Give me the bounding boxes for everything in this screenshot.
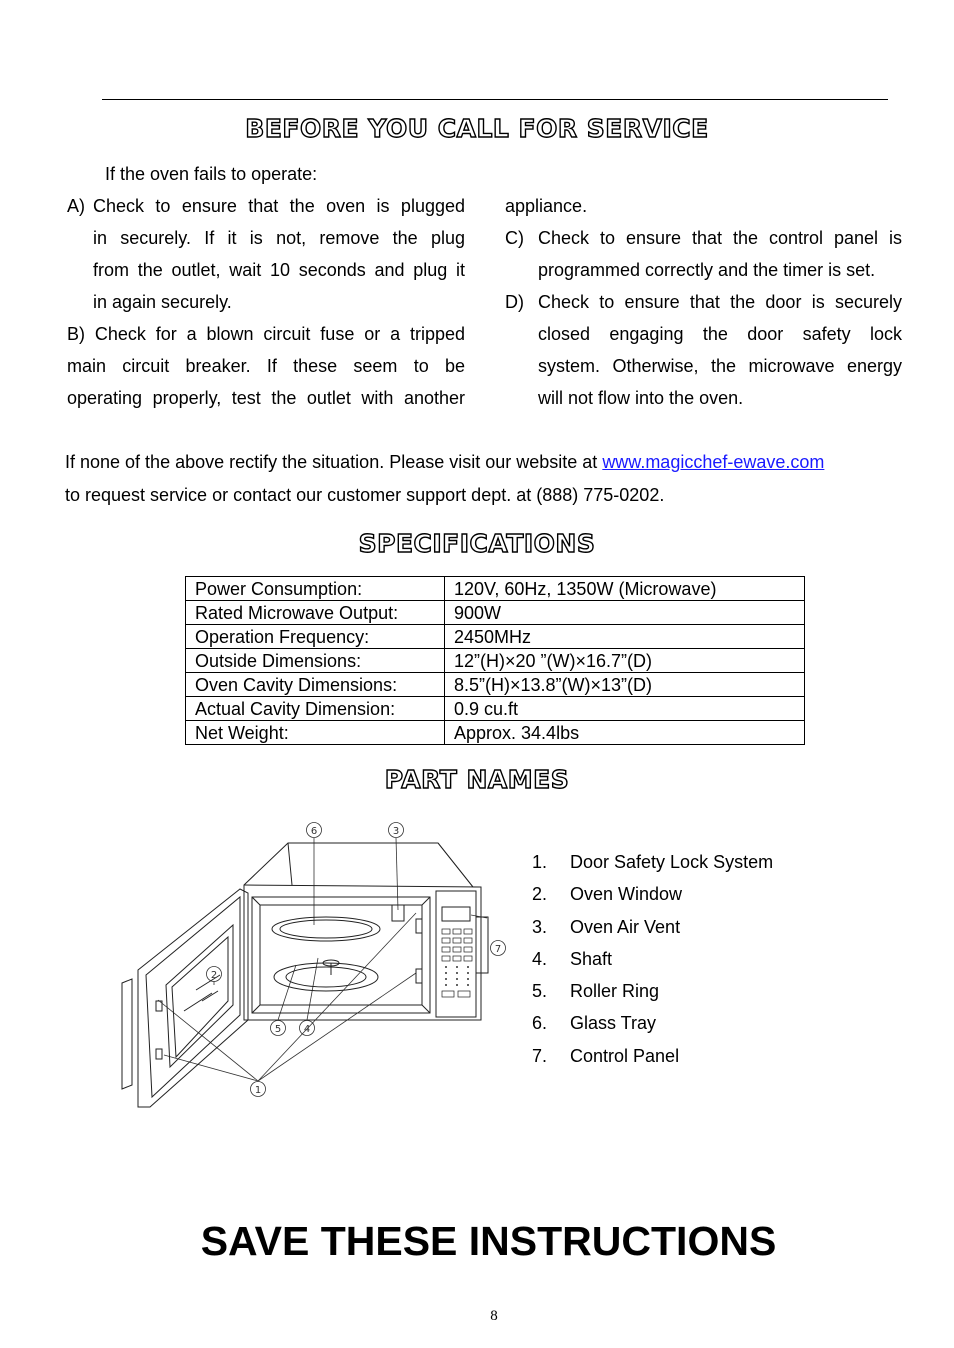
save-instructions-heading: SAVE THESE INSTRUCTIONS xyxy=(200,1218,777,1264)
item-d-line: will not flow into the oven. xyxy=(538,388,744,408)
part-name: Oven Air Vent xyxy=(570,916,681,937)
part-name: Roller Ring xyxy=(570,981,660,1002)
list-item xyxy=(532,943,773,975)
spec-label: Actual Cavity Dimension: xyxy=(186,697,445,721)
spec-row xyxy=(186,625,805,649)
spec-value: Approx. 34.4lbs xyxy=(445,721,805,745)
spec-row xyxy=(186,649,805,673)
item-d-label: D) xyxy=(505,292,524,312)
item-a-line: in again securely. xyxy=(93,292,232,312)
item-a-line: Check to ensure that the oven is plugged xyxy=(93,196,465,216)
oven-door xyxy=(122,889,248,1107)
list-item xyxy=(532,1007,773,1039)
list-item xyxy=(532,1040,773,1072)
oven-cabinet xyxy=(244,843,481,1020)
part-number: 1. xyxy=(532,852,548,872)
spec-value: 0.9 cu.ft xyxy=(445,697,805,721)
spec-value: 2450MHz xyxy=(445,625,805,649)
part-number: 4. xyxy=(532,948,548,969)
item-d-line: closed engaging the door safety lock xyxy=(538,324,902,344)
item-a-line: from the outlet, wait 10 seconds and plug it xyxy=(93,260,465,280)
part-name: Glass Tray xyxy=(570,1013,657,1034)
item-c-line: Check to ensure that the control panel is xyxy=(538,228,902,248)
spec-label: Operation Frequency: xyxy=(186,625,445,649)
spec-label: Net Weight: xyxy=(186,721,445,745)
callout-label: 4 xyxy=(303,1024,311,1035)
part-name: Shaft xyxy=(570,948,613,969)
item-b-line: appliance. xyxy=(505,196,588,216)
item-c-line: programmed correctly and the timer is set. xyxy=(538,260,876,280)
item-a-label: A) xyxy=(67,196,85,216)
item-b-line: B) Check for a blown circuit fuse or a tripped xyxy=(67,324,465,344)
contact-line-1 xyxy=(65,446,824,478)
list-item xyxy=(532,846,773,878)
list-item xyxy=(532,911,773,943)
part-name: Oven Window xyxy=(570,884,683,905)
callout-markers xyxy=(207,823,506,1097)
spec-row xyxy=(186,601,805,625)
top-rule xyxy=(102,99,888,100)
callout-label: 2 xyxy=(210,970,218,981)
callout-label: 7 xyxy=(494,944,502,955)
spec-label: Power Consumption: xyxy=(186,577,445,601)
part-names-list xyxy=(532,846,773,1072)
specifications-heading: SPECIFICATIONS xyxy=(358,529,596,558)
part-number: 5. xyxy=(532,981,548,1002)
part-number: 2. xyxy=(532,884,548,905)
spec-row xyxy=(186,577,805,601)
contact-line-2: to request service or contact our customer support dept. at (888) 775-0202. xyxy=(65,485,665,505)
spec-row xyxy=(186,721,805,745)
spec-value: 12”(H)×20 ”(W)×16.7”(D) xyxy=(445,649,805,673)
specifications-table xyxy=(185,576,805,745)
contact-prefix: If none of the above rectify the situation. Please visit our website at xyxy=(65,452,603,472)
control-panel xyxy=(436,891,488,1017)
item-a-line: in securely. If it is not, remove the plug xyxy=(93,228,465,248)
callout-label: 5 xyxy=(274,1024,282,1035)
item-d-line: Check to ensure that the door is securely xyxy=(538,292,902,312)
part-name: Door Safety Lock System xyxy=(570,852,774,872)
website-link[interactable]: www.magicchef-ewave.com xyxy=(602,452,825,472)
page-number: 8 xyxy=(490,1308,498,1324)
spec-label: Outside Dimensions: xyxy=(186,649,445,673)
part-number: 3. xyxy=(532,916,548,937)
part-name: Control Panel xyxy=(570,1045,680,1066)
service-heading: BEFORE YOU CALL FOR SERVICE xyxy=(245,114,709,143)
item-b-line: operating properly, test the outlet with another xyxy=(67,388,465,408)
callout-leaders xyxy=(158,838,487,1081)
part-number: 7. xyxy=(532,1045,548,1066)
callout-label: 1 xyxy=(254,1085,262,1096)
spec-value: 120V, 60Hz, 1350W (Microwave) xyxy=(445,577,805,601)
callout-label: 6 xyxy=(310,826,318,837)
list-item xyxy=(532,878,773,910)
callout-label: 3 xyxy=(392,826,400,837)
microwave-diagram xyxy=(118,815,513,1115)
service-intro: If the oven fails to operate: xyxy=(105,164,318,184)
item-c-label: C) xyxy=(505,228,524,248)
spec-row xyxy=(186,673,805,697)
item-b-line: main circuit breaker. If these seem to be xyxy=(67,356,465,376)
spec-label: Oven Cavity Dimensions: xyxy=(186,673,445,697)
spec-value: 8.5”(H)×13.8”(W)×13”(D) xyxy=(445,673,805,697)
item-d-line: system. Otherwise, the microwave energy xyxy=(538,356,902,376)
list-item xyxy=(532,975,773,1007)
part-names-heading: PART NAMES xyxy=(384,765,570,794)
spec-row xyxy=(186,697,805,721)
spec-value: 900W xyxy=(445,601,805,625)
part-number: 6. xyxy=(532,1013,548,1034)
spec-label: Rated Microwave Output: xyxy=(186,601,445,625)
